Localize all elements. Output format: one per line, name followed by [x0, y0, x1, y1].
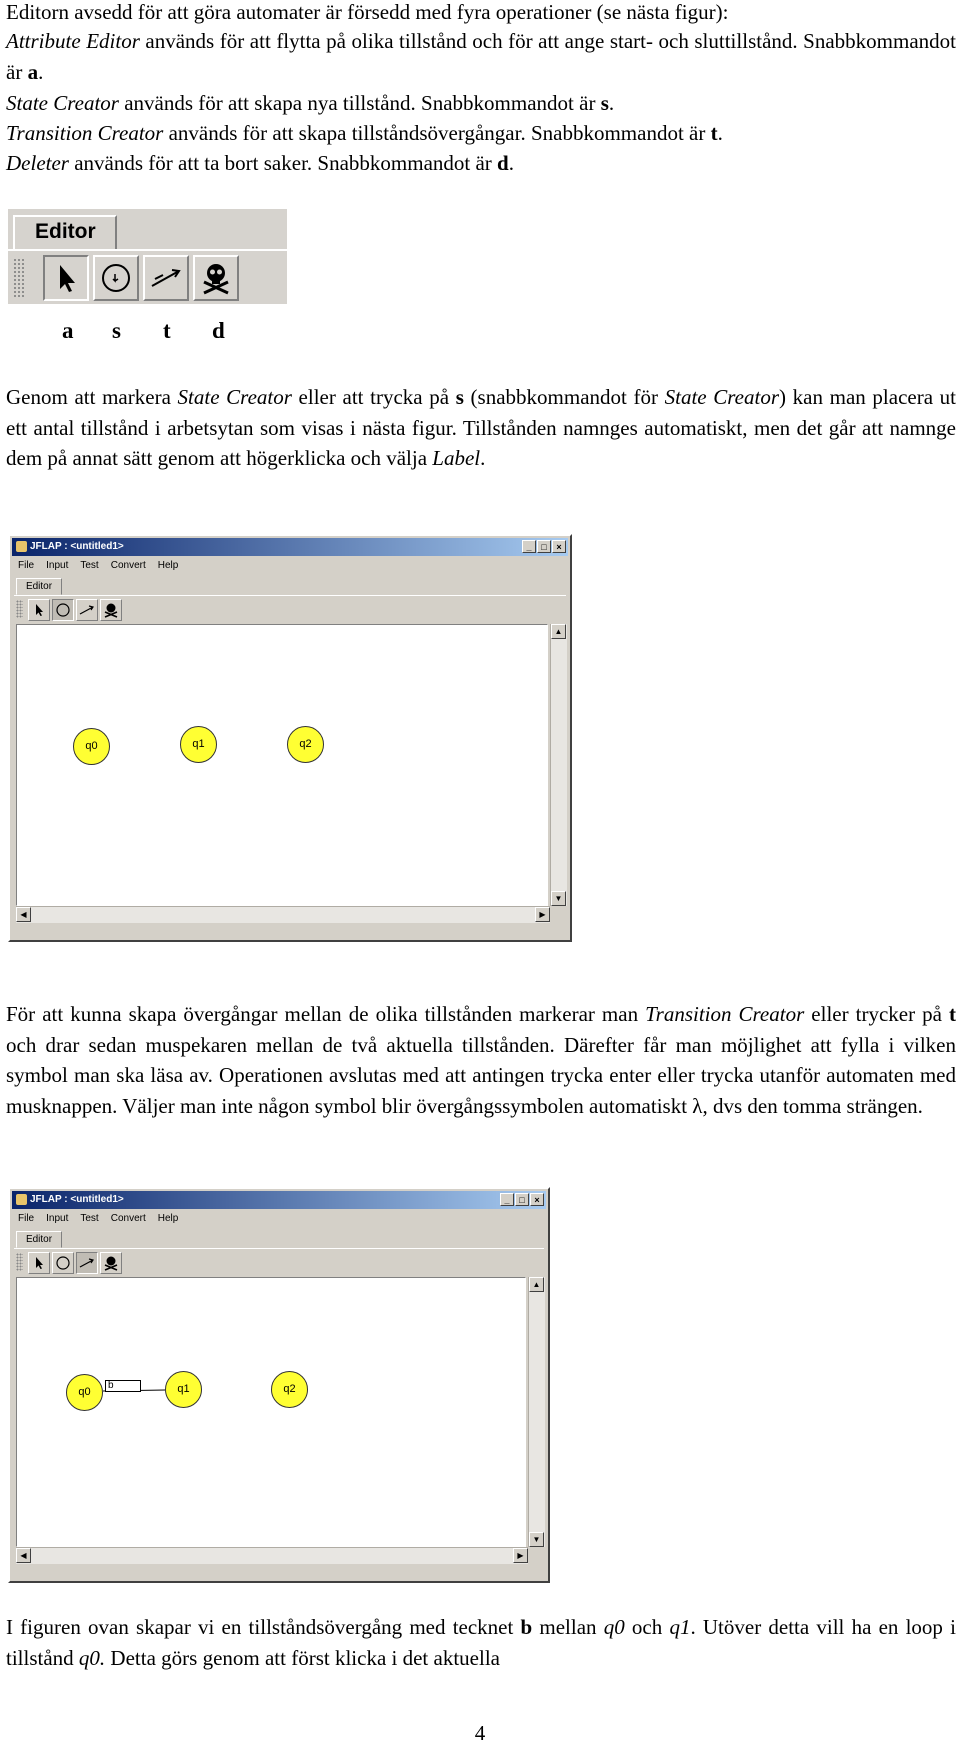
- scroll-up-arrow[interactable]: ▲: [529, 1277, 544, 1292]
- op-state-creator: State Creator används för att skapa nya tillstånd. Snabbkommandot är s.: [6, 91, 615, 115]
- editor-toolbar: [8, 249, 287, 304]
- key-label-d: d: [212, 318, 225, 343]
- state-q0[interactable]: q0: [66, 1374, 103, 1411]
- toolbar-grip[interactable]: [16, 1253, 23, 1271]
- state-creator-button[interactable]: [52, 1252, 74, 1274]
- editor-toolbar-figure: [8, 209, 287, 319]
- scroll-left-arrow[interactable]: ◀: [16, 907, 31, 922]
- key-label-s: s: [112, 318, 121, 343]
- transition-label-input[interactable]: b: [105, 1380, 141, 1392]
- attribute-editor-button[interactable]: [28, 1252, 50, 1274]
- menu-help[interactable]: Help: [157, 560, 179, 571]
- scroll-left-arrow[interactable]: ◀: [16, 1548, 31, 1563]
- state-circle-icon: [53, 600, 73, 620]
- automaton-canvas[interactable]: [16, 624, 548, 906]
- toolbar-grip[interactable]: [16, 600, 23, 618]
- state-circle-icon: [95, 257, 137, 299]
- skull-crossbones-icon: [101, 600, 121, 620]
- title-bar: JFLAP : <untitled1> _ □ ×: [12, 538, 568, 556]
- automaton-canvas[interactable]: [16, 1277, 526, 1547]
- tab-editor[interactable]: Editor: [16, 578, 62, 595]
- minimize-button[interactable]: _: [500, 1193, 514, 1206]
- close-button[interactable]: ×: [530, 1193, 544, 1206]
- window-controls: [499, 1193, 544, 1207]
- jflap-window-1: [8, 534, 572, 942]
- state-q0[interactable]: q0: [73, 728, 110, 765]
- intro-line: Editorn avsedd för att göra automater är försedd med fyra operationer (se nästa figur):: [6, 0, 729, 24]
- menu-help[interactable]: Help: [157, 1213, 179, 1224]
- op-deleter: Deleter används för att ta bort saker. Snabbkommandot är d.: [6, 151, 514, 175]
- skull-crossbones-icon: [101, 1253, 121, 1273]
- state-q2[interactable]: q2: [271, 1371, 308, 1408]
- paragraph-state-creator: Genom att markera State Creator eller att trycka på s (snabbkommandot för State Creator) kan man placera ut ett antal tillstånd i arbetsytan som visas i nästa figur. Tillstånden namnges automatiskt, men det går att namnge dem på annat sätt genom att högerklicka och välja Label.: [6, 385, 957, 470]
- skull-crossbones-icon: [195, 257, 237, 299]
- tab-editor[interactable]: Editor: [16, 1231, 62, 1248]
- op-attribute-editor: Attribute Editor används för att flytta på olika tillstånd och för att ange start- och sluttillstånd. Snabbkommandot är a.: [6, 29, 957, 84]
- menu-file[interactable]: File: [18, 1213, 35, 1224]
- close-button[interactable]: ×: [552, 540, 566, 553]
- state-circle-icon: [53, 1253, 73, 1273]
- op-transition-creator: Transition Creator används för att skapa tillståndsövergångar. Snabbkommandot är t.: [6, 121, 723, 145]
- state-q1[interactable]: q1: [180, 726, 217, 763]
- menu-convert[interactable]: Convert: [110, 560, 146, 571]
- vertical-scrollbar[interactable]: [528, 1277, 545, 1547]
- menu-bar: [12, 557, 184, 575]
- transition-line: [17, 1278, 525, 1546]
- state-creator-button[interactable]: [52, 599, 74, 621]
- transition-arrow-icon: [145, 257, 187, 299]
- transition-creator-button[interactable]: [76, 1252, 98, 1274]
- editor-tab-strip: [8, 209, 287, 249]
- page-number: 4: [474, 1721, 486, 1745]
- deleter-button[interactable]: [193, 255, 239, 301]
- editor-tab[interactable]: Editor: [13, 215, 117, 249]
- jflap-logo-icon: [16, 541, 27, 552]
- deleter-button[interactable]: [100, 1252, 122, 1274]
- editor-toolbar: [14, 1248, 544, 1275]
- deleter-button[interactable]: [100, 599, 122, 621]
- state-creator-button[interactable]: [93, 255, 139, 301]
- state-q2[interactable]: q2: [287, 726, 324, 763]
- editor-toolbar: [14, 595, 566, 622]
- window-controls: [521, 540, 566, 554]
- menu-input[interactable]: Input: [46, 1213, 69, 1224]
- arrow-pointer-icon: [29, 600, 49, 620]
- horizontal-scrollbar[interactable]: [16, 906, 550, 923]
- transition-creator-button[interactable]: [76, 599, 98, 621]
- key-label-t: t: [163, 318, 171, 343]
- toolbar-grip[interactable]: [13, 258, 26, 298]
- arrow-pointer-icon: [29, 1253, 49, 1273]
- scroll-down-arrow[interactable]: ▼: [529, 1532, 544, 1547]
- paragraph-transition-creator: För att kunna skapa övergångar mellan de olika tillstånden markerar man Transition Creator eller trycker på t och drar sedan muspekaren mellan de två aktuella tillstånden. Därefter får man möjlighet att fylla i vilken symbol man ska läsa av. Operationen avslutas med att antingen trycka enter eller trycka utanför automaten med musknappen. Väljer man inte någon symbol blir övergångssymbolen automatiskt λ, dvs den tomma strängen.: [6, 1002, 956, 1118]
- menu-convert[interactable]: Convert: [110, 1213, 146, 1224]
- transition-arrow-icon: [77, 600, 97, 620]
- maximize-button[interactable]: □: [515, 1193, 529, 1206]
- menu-input[interactable]: Input: [46, 560, 69, 571]
- menu-file[interactable]: File: [18, 560, 35, 571]
- transition-creator-button[interactable]: [143, 255, 189, 301]
- state-q1[interactable]: q1: [165, 1371, 202, 1408]
- transition-arrow-icon: [77, 1253, 97, 1273]
- horizontal-scrollbar[interactable]: [16, 1547, 528, 1564]
- key-label-a: a: [62, 318, 74, 343]
- jflap-window-2: [8, 1187, 550, 1583]
- menu-test[interactable]: Test: [80, 560, 99, 571]
- jflap-logo-icon: [16, 1194, 27, 1205]
- title-bar: JFLAP : <untitled1> _ □ ×: [12, 1191, 546, 1209]
- scroll-right-arrow[interactable]: ▶: [535, 907, 550, 922]
- vertical-scrollbar[interactable]: [550, 624, 567, 906]
- scroll-down-arrow[interactable]: ▼: [551, 891, 566, 906]
- attribute-editor-button[interactable]: [28, 599, 50, 621]
- paragraph-loop: I figuren ovan skapar vi en tillståndsövergång med tecknet b mellan q0 och q1. Utöver detta vill ha en loop i tillstånd q0. Detta görs genom att först klicka i det aktuella: [6, 1615, 956, 1670]
- menu-bar: [12, 1210, 184, 1228]
- minimize-button[interactable]: _: [522, 540, 536, 553]
- arrow-pointer-icon: [45, 257, 87, 299]
- scroll-right-arrow[interactable]: ▶: [513, 1548, 528, 1563]
- maximize-button[interactable]: □: [537, 540, 551, 553]
- attribute-editor-button[interactable]: [43, 255, 89, 301]
- scroll-up-arrow[interactable]: ▲: [551, 624, 566, 639]
- menu-test[interactable]: Test: [80, 1213, 99, 1224]
